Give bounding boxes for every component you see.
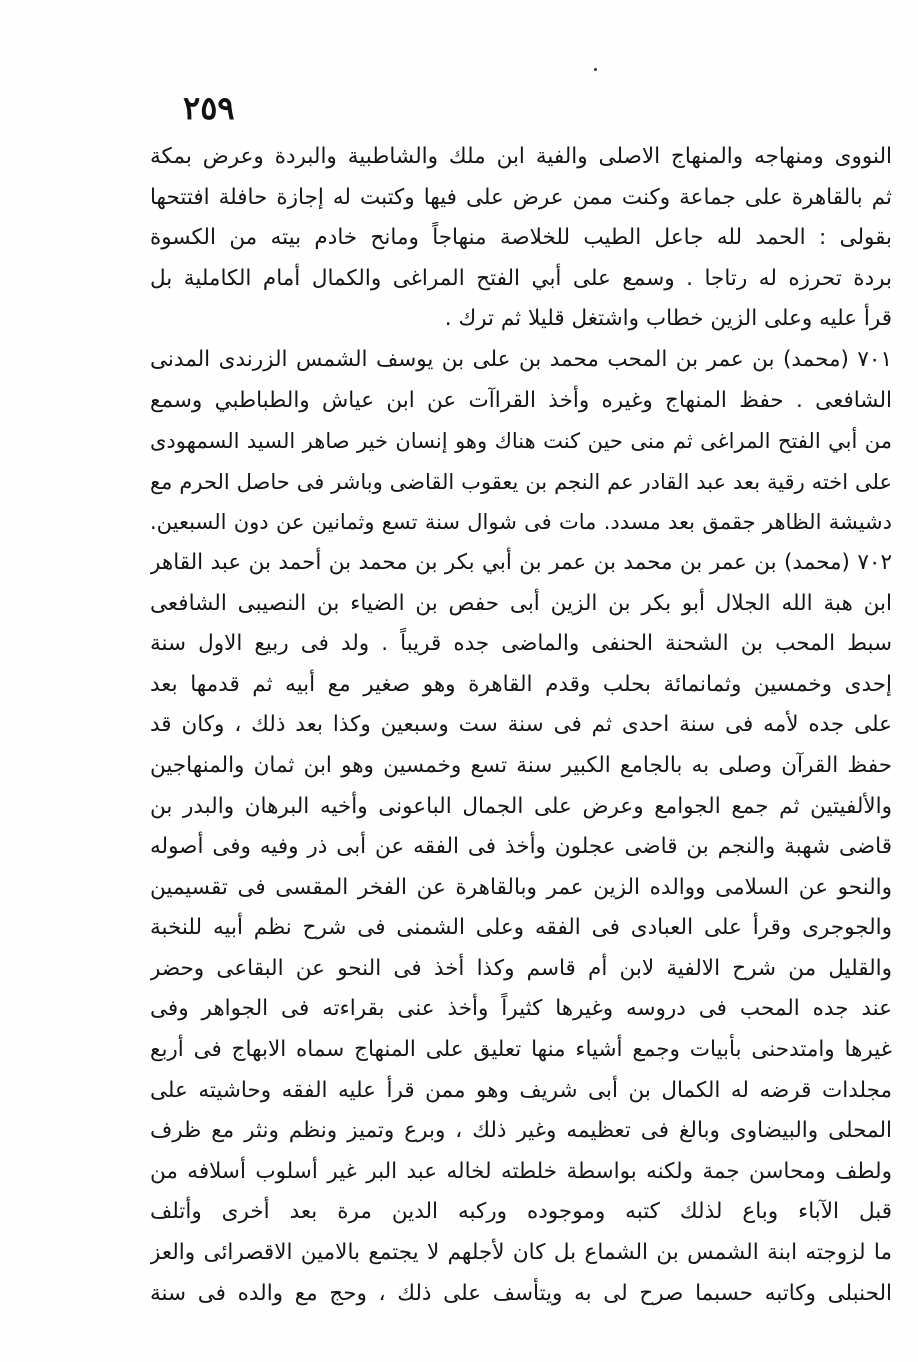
- text-line: ثم بالقاهرة على جماعة وكنت ممن عرض على فيها وكتبت له إجازة حافلة افتتحها: [150, 184, 892, 210]
- text-line: إحدى وخمسين وثمانمائة بحلب وقدم القاهرة وهو صغير مع أبيه ثم قدمها بعد: [150, 671, 892, 697]
- text-line: على اخته رقية بعد عبد القادر عم النجم بن يعقوب القاضى وباشر فى حاصل الحرم مع: [150, 469, 892, 494]
- text-line: بقولى : الحمد لله جاعل الطيب للخلاصة منهاجاً ومانح خادم بيته من الكسوة: [150, 225, 892, 251]
- text-line: والألفيتين ثم جمع الجوامع وعرض على الجمال الباعونى وأخيه البرهان والبدر بن: [150, 793, 892, 819]
- text-line: والنحو عن السلامى ووالده الزين عمر وبالقاهرة عن الفخر المقسى فى تقسيمين: [150, 874, 892, 900]
- text-line: بردة تحرزه له رتاجا . وسمع على أبي الفتح المراغى والكمال أمام الكاملية بل: [150, 265, 892, 291]
- text-line: ابن هبة الله الجلال أبو بكر بن الزين أبى حفص بن الضياء بن النصيبى الشافعى: [150, 590, 892, 616]
- text-line: على جده لأمه فى سنة احدى ثم فى سنة ست وسبعين وكذا بعد ذلك ، وكان قد: [150, 712, 892, 738]
- text-line: حفظ القرآن وصلى به بالجامع الكبير سنة تسع وخمسين وهو ابن ثمان والمنهاجين: [150, 752, 892, 778]
- text-line: والقليل من شرح الالفية لابن أم قاسم وكذا أخذ فى النحو عن البقاعى وحضر: [150, 955, 892, 981]
- text-line: قرأ عليه وعلى الزين خطاب واشتغل قليلا ثم ترك .: [444, 306, 892, 332]
- text-line: سبط المحب بن الشحنة الحنفى والماضى جده قريباً . ولد فى ربيع الاول سنة: [150, 631, 892, 657]
- text-line: الحنبلى وكاتبه حسبما صرح لى به ويتأسف على ذلك ، وحج مع والده فى سنة: [150, 1280, 892, 1306]
- page-text-body: [150, 137, 892, 1314]
- entry-701-heading-line: ٧٠١ (محمد) بن عمر بن المحب محمد بن على بن يوسف الشمس الزرندى المدنى: [150, 346, 892, 372]
- text-line: الشافعى . حفظ المنهاج وغيره وأخذ القراآت عن ابن عياش والطباطبي وسمع: [150, 387, 892, 413]
- text-line: المحلى والبيضاوى وبالغ فى تعظيمه وغير ذلك ، وبرع وتميز ونظم ونثر مع ظرف: [150, 1118, 892, 1144]
- ink-speck: [594, 68, 597, 71]
- text-line: والجوجرى وقرأ على العبادى فى الفقه وعلى الشمنى فى شرح نظم أبيه للنخبة: [150, 915, 892, 941]
- page-number: ٢٥٩: [183, 89, 235, 127]
- text-line: قبل الآباء وباع لذلك كتبه وموجوده وركبه الدين مرة بعد أخرى وأتلف: [150, 1199, 892, 1225]
- text-line: قاضى شهبة والنجم بن قاضى عجلون وأخذ فى الفقه عن أبى ذر وفيه وفى أصوله: [150, 834, 892, 860]
- entry-702-heading-line: ٧٠٢ (محمد) بن عمر بن محمد بن عمر بن أبي بكر بن محمد بن أحمد بن عبد القاهر: [150, 549, 892, 575]
- text-line: دشيشة الظاهر جقمق بعد مسدد. مات فى شوال سنة تسع وثمانين عن دون السبعين.: [150, 510, 892, 535]
- text-line: مجلدات قرضه له الكمال بن أبى شريف وهو ممن قرأ عليه الفقه وحاشيته على: [150, 1077, 892, 1103]
- text-line: ما لزوجته ابنة الشمس بن الشماع بل كان لأجلهم لا يجتمع بالامين الاقصرائى والعز: [150, 1240, 892, 1266]
- text-line: من أبي الفتح المراغى ثم منى حين كنت هناك وهو إنسان خير صاهر السيد السمهودى: [150, 429, 892, 454]
- text-line: ولطف ومحاسن جمة ولكنه بواسطة خلطته لخاله عبد البر غير أسلوب أسلافه من: [150, 1158, 892, 1184]
- text-line: عند جده المحب فى دروسه وغيرها كثيراً وأخذ عنى بقراءته فى الجواهر وفى: [150, 996, 892, 1022]
- text-line: النووى ومنهاجه والمنهاج الاصلى والفية ابن ملك والشاطبية والبردة وعرض بمكة: [150, 144, 892, 169]
- text-line: غيرها وامتدحنى بأبيات وجمع أشياء منها تعليق على المنهاج سماه الابهاج فى أربع: [150, 1037, 892, 1063]
